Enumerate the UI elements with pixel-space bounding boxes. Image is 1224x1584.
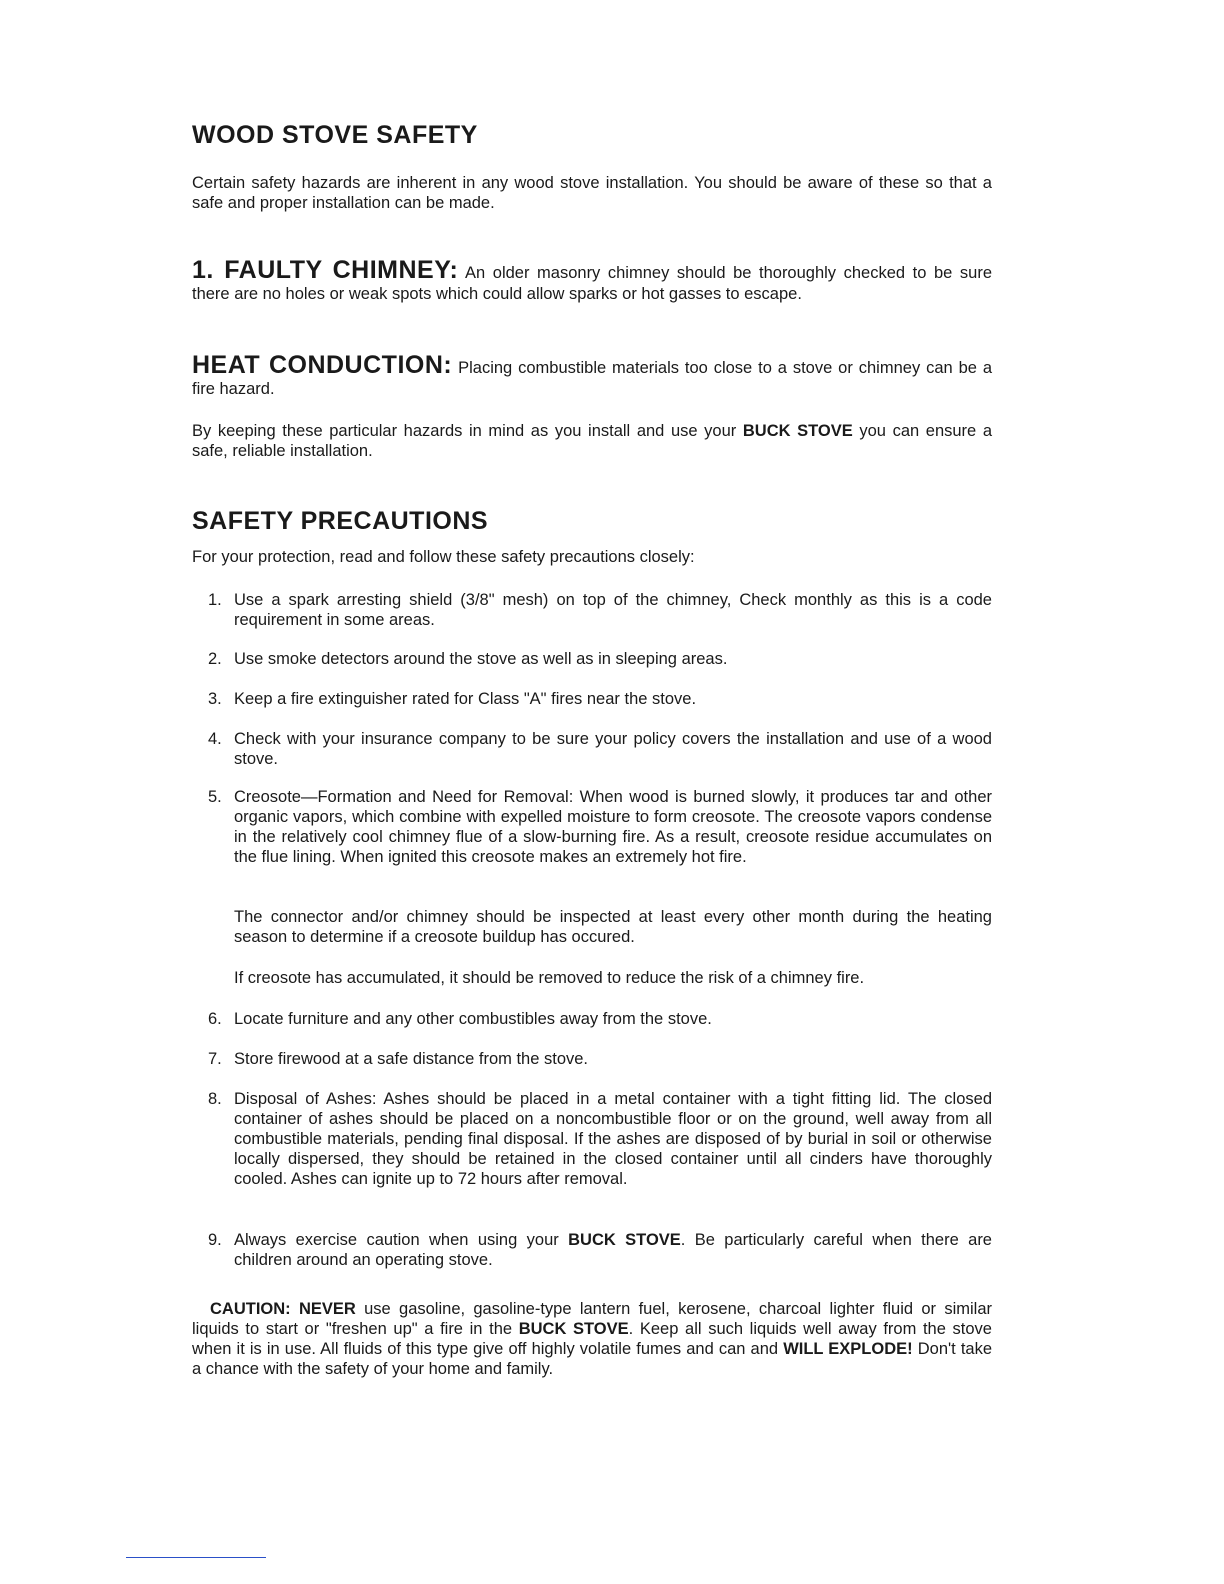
list-text: Use smoke detectors around the stove as well as in sleeping areas.	[234, 650, 728, 668]
hazard-heading: 1. FAULTY CHIMNEY:	[192, 256, 459, 284]
list-number: 1.	[208, 591, 222, 609]
caution-paragraph	[192, 1299, 992, 1379]
list-item	[208, 1089, 992, 1189]
list-text: Disposal of Ashes: Ashes should be placed in a metal container with a tight fitting lid. The closed container of ashes should be placed on a noncombustible floor or on the ground, well away from all combustible materials, pending final disposal. If the ashes are disposed of by burial in soil or otherwise locally dispersed, they should be retained in the closed container until all cinders have thoroughly cooled. Ashes can ignite up to 72 hours after removal.	[234, 1090, 992, 1188]
caution-text: use gasoline, gasoline-type lantern fuel, kerosene, charcoal lighter fluid or similar liquids to start or "freshen up" a fire in the	[192, 1300, 992, 1338]
section-heading-safety-precautions: SAFETY PRECAUTIONS	[192, 507, 489, 535]
hazard-text: Placing combustible materials too close to a stove or chimney can be a fire hazard.	[192, 359, 993, 398]
list-text-part: Always exercise caution when using your	[234, 1231, 569, 1249]
summary-paragraph	[192, 421, 992, 461]
list-item	[208, 590, 992, 630]
list-text: Keep a fire extinguisher rated for Class "A" fires near the stove.	[234, 690, 697, 708]
list-item	[208, 1049, 992, 1069]
caution-label: CAUTION: NEVER	[210, 1300, 356, 1318]
brand-name: BUCK STOVE	[742, 422, 853, 440]
list-subparagraph: The connector and/or chimney should be inspected at least every other month during the heating season to determine if a creosote buildup has occured.	[234, 908, 992, 946]
hazard-text: An older masonry chimney should be thoroughly checked to be sure there are no holes or weak spots which could allow sparks or hot gasses to escape.	[192, 264, 992, 303]
list-number: 3.	[208, 690, 222, 708]
summary-text: you can ensure a safe, reliable installation.	[192, 422, 993, 460]
list-subparagraph: If creosote has accumulated, it should be removed to reduce the risk of a chimney fire.	[234, 969, 865, 987]
precautions-lead: For your protection, read and follow these safety precautions closely:	[192, 548, 695, 566]
page-title: WOOD STOVE SAFETY	[192, 121, 478, 149]
list-item	[208, 1009, 992, 1029]
caution-text: . Keep all such liquids well away from the stove when it is in use. All fluids of this type give off highly volatile fumes and can and	[192, 1320, 992, 1358]
list-text: Check with your insurance company to be sure your policy covers the installation and use of a wood stove.	[234, 730, 992, 768]
list-number: 7.	[208, 1050, 222, 1068]
list-item	[208, 689, 992, 709]
summary-text: By keeping these particular hazards in mind as you install and use your	[192, 422, 743, 440]
footer-rule	[126, 1557, 266, 1558]
caution-text: Don't take a chance with the safety of your home and family.	[192, 1340, 993, 1378]
list-text: Locate furniture and any other combustibles away from the stove.	[234, 1010, 712, 1028]
list-item	[208, 1230, 992, 1270]
brand-name: BUCK STOVE	[568, 1231, 681, 1249]
list-text-part: . Be particularly careful when there are children around an operating stove.	[234, 1231, 992, 1269]
list-text	[234, 1230, 992, 1270]
list-item	[208, 729, 992, 769]
list-number: 2.	[208, 650, 222, 668]
list-item	[208, 787, 992, 867]
list-number: 5.	[208, 788, 222, 806]
list-number: 8.	[208, 1090, 222, 1108]
list-text: Creosote—Formation and Need for Removal: When wood is burned slowly, it produces tar and other organic vapors, which combine with expelled moisture to form creosote. The creosote vapors condense in the relatively cool chimney flue of a slow-burning fire. As a result, creosote residue accumulates on the flue lining. When ignited this creosote makes an extremely hot fire.	[234, 788, 992, 866]
caution-emphasis: WILL EXPLODE!	[783, 1340, 913, 1358]
list-number: 6.	[208, 1010, 222, 1028]
hazard-heat-conduction	[192, 351, 993, 400]
list-text: Use a spark arresting shield (3/8" mesh) on top of the chimney, Check monthly as this is a code requirement in some areas.	[234, 591, 992, 629]
hazard-faulty-chimney	[192, 256, 992, 305]
brand-name: BUCK STOVE	[518, 1320, 629, 1338]
list-text: Store firewood at a safe distance from the stove.	[234, 1050, 589, 1068]
list-number: 4.	[208, 730, 222, 748]
intro-paragraph: Certain safety hazards are inherent in any wood stove installation. You should be aware of these so that a safe and proper installation can be made.	[192, 174, 992, 212]
list-item	[208, 649, 992, 669]
hazard-heading: HEAT CONDUCTION:	[192, 351, 453, 379]
list-number: 9.	[208, 1231, 222, 1249]
